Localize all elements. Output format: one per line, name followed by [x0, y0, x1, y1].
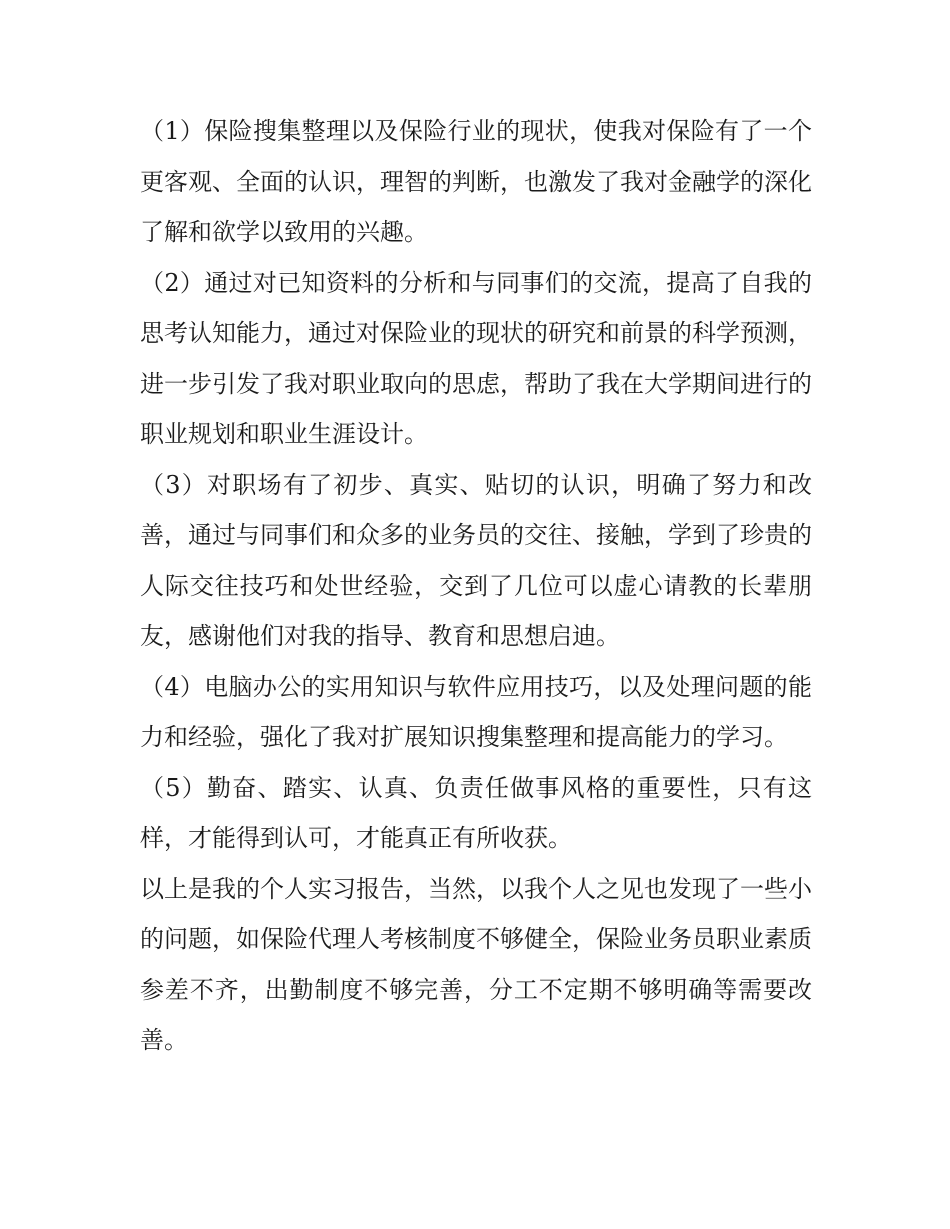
paragraph-item-2: （2）通过对已知资料的分析和与同事们的交流，提高了自我的思考认知能力，通过对保险业的现状的研究和前景的科学预测，进一步引发了我对职业取向的思虑，帮助了我在大学期间进行的职业规划和职业生涯设计。: [140, 268, 812, 448]
paragraph-item-1: （1）保险搜集整理以及保险行业的现状，使我对保险有了一个更客观、全面的认识，理智的判断，也激发了我对金融学的深化了解和欲学以致用的兴趣。: [140, 117, 812, 246]
paragraph-item-4: （4）电脑办公的实用知识与软件应用技巧，以及处理问题的能力和经验，强化了我对扩展知识搜集整理和提高能力的学习。: [140, 672, 812, 751]
document-body: [140, 106, 812, 1066]
paragraph-item-5: （5）勤奋、踏实、认真、负责任做事风格的重要性，只有这样，才能得到认可，才能真正有所收获。: [140, 773, 812, 852]
paragraph-item-3: （3）对职场有了初步、真实、贴切的认识，明确了努力和改善，通过与同事们和众多的业务员的交往、接触，学到了珍贵的人际交往技巧和处世经验，交到了几位可以虚心请教的长辈朋友，感谢他们对我的指导、教育和思想启迪。: [140, 470, 812, 650]
conclusion-paragraph: 以上是我的个人实习报告，当然，以我个人之见也发现了一些小的问题，如保险代理人考核制度不够健全，保险业务员职业素质参差不齐，出勤制度不够完善，分工不定期不够明确等需要改善。: [140, 874, 812, 1054]
